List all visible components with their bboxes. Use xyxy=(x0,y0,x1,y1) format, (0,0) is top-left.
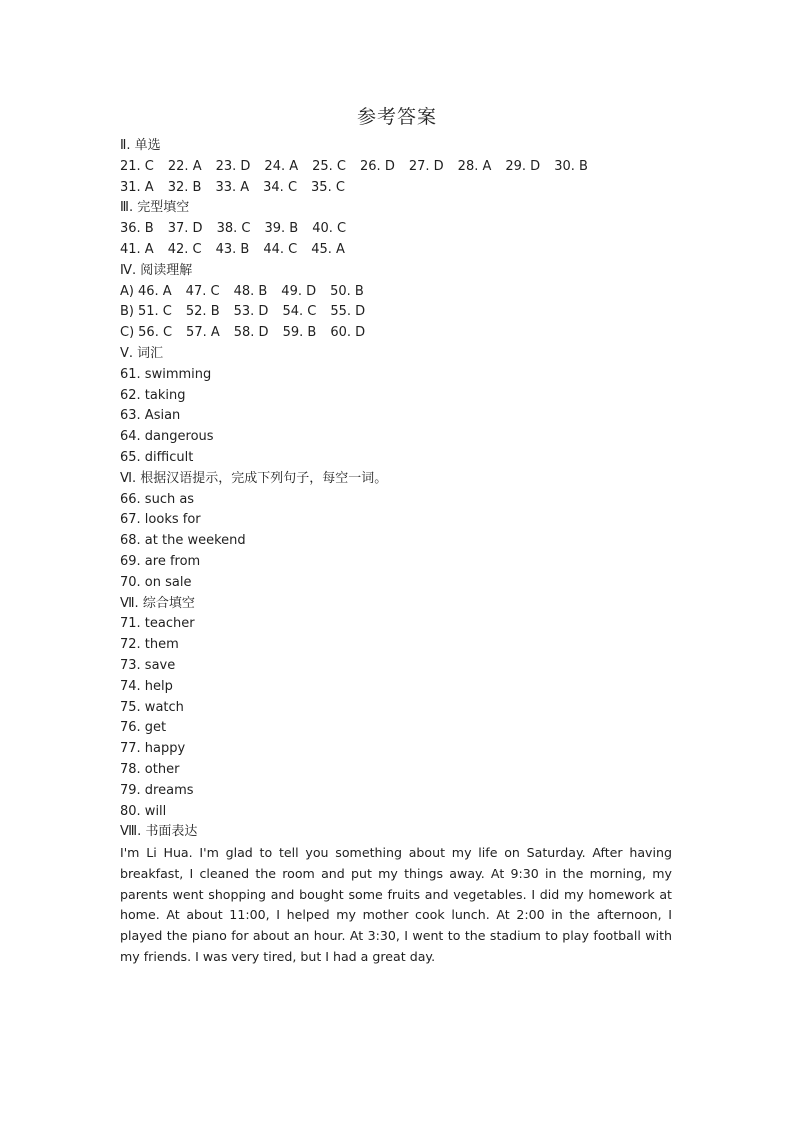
answer-item: 45. A xyxy=(311,241,345,257)
answer-item: 58. D xyxy=(233,325,269,341)
answer-item: 71. teacher xyxy=(120,616,195,632)
answer-item: 54. C xyxy=(282,304,317,320)
answer-row xyxy=(120,219,680,240)
answer-item: 67. looks for xyxy=(120,512,201,528)
answer-item: 40. C xyxy=(312,221,347,237)
answer-item: 26. D xyxy=(360,158,395,174)
passage-label: B) xyxy=(120,304,134,320)
answer-item: 75. watch xyxy=(120,699,184,715)
answer-item: 56. C xyxy=(138,325,173,341)
section-heading-cloze: Ⅲ. 完型填空 xyxy=(120,200,190,216)
answer-item: 38. C xyxy=(216,221,251,237)
answer-item: 23. D xyxy=(215,158,251,174)
answer-item: 36. B xyxy=(120,221,154,237)
answer-item: 53. D xyxy=(233,304,269,320)
answer-item: 63. Asian xyxy=(120,408,181,424)
section-heading-sentence-completion: Ⅵ. 根据汉语提示，完成下列句子，每空一词。 xyxy=(120,470,388,486)
answer-row-passage-b xyxy=(120,302,680,323)
section-heading-single-choice: Ⅱ. 单选 xyxy=(120,138,161,153)
answer-row-passage-a xyxy=(120,282,680,303)
answer-item: 76. get xyxy=(120,720,167,736)
answer-row xyxy=(120,178,680,199)
answer-row xyxy=(120,240,680,261)
answer-item: 72. them xyxy=(120,637,179,653)
answer-item: 28. A xyxy=(457,158,492,174)
answer-item: 43. B xyxy=(215,241,250,257)
answer-item: 70. on sale xyxy=(120,574,192,590)
answer-item: 42. C xyxy=(167,241,202,257)
answer-item: 74. help xyxy=(120,678,173,694)
answer-item: 37. D xyxy=(167,221,203,237)
passage-label: C) xyxy=(120,325,135,341)
section-heading-comprehensive-fill: Ⅶ. 综合填空 xyxy=(120,595,195,611)
answer-item: 31. A xyxy=(120,179,154,195)
answer-item: 64. dangerous xyxy=(120,429,214,445)
answer-item: 34. C xyxy=(263,179,298,195)
answer-item: 57. A xyxy=(186,325,220,341)
answer-item: 60. D xyxy=(330,325,366,341)
answer-item: 24. A xyxy=(264,158,299,174)
answer-item: 46. A xyxy=(137,283,172,299)
answer-item: 25. C xyxy=(312,158,347,174)
answer-item: 62. taking xyxy=(120,387,186,403)
answer-item: 59. B xyxy=(282,325,317,341)
answer-item: 52. B xyxy=(185,304,220,320)
answer-item: 47. C xyxy=(185,283,220,299)
answer-item: 50. B xyxy=(330,283,364,299)
answer-item: 73. save xyxy=(120,657,176,673)
passage-label: A) xyxy=(120,283,134,299)
answer-item: 44. C xyxy=(263,241,298,257)
answer-item: 32. B xyxy=(167,179,202,195)
answer-item: 78. other xyxy=(120,761,180,777)
answer-item: 41. A xyxy=(120,241,154,257)
answer-item: 33. A xyxy=(215,179,250,195)
section-heading-writing: Ⅷ. 书面表达 xyxy=(120,824,198,840)
answer-item: 66. such as xyxy=(120,491,195,507)
answer-item: 39. B xyxy=(264,221,299,237)
answer-item: 65. difficult xyxy=(120,449,194,465)
answer-item: 80. will xyxy=(120,803,167,819)
answer-item: 69. are from xyxy=(120,553,201,569)
writing-sample-essay: I'm Li Hua. I'm glad to tell you something about my life on Saturday. After having breakfast, I cleaned the room and put my things away. At 9:30 in the morning, my parents went shopping and bought some fruits and vegetables. I did my homework at home. At about 11:00, I helped my mother cook lunch. At 2:00 in the afternoon, I played the piano for about an hour. At 3:30, I went to the stadium to play football with my friends. I was very tired, but I had a great day. xyxy=(120,845,672,965)
answer-item: 61. swimming xyxy=(120,366,212,382)
answer-item: 77. happy xyxy=(120,741,186,757)
answer-item: 55. D xyxy=(330,304,366,320)
answer-item: 48. B xyxy=(233,283,268,299)
answer-item: 49. D xyxy=(281,283,317,299)
section-heading-vocabulary: Ⅴ. 词汇 xyxy=(120,345,164,361)
page-title: 参考答案 xyxy=(356,106,437,128)
section-heading-reading: Ⅳ. 阅读理解 xyxy=(120,262,193,278)
answer-item: 79. dreams xyxy=(120,782,194,798)
answer-item: 29. D xyxy=(505,158,541,174)
answer-item: 21. C xyxy=(120,158,154,174)
answer-item: 22. A xyxy=(167,158,202,174)
answer-row-passage-c xyxy=(120,323,680,344)
answer-row xyxy=(120,157,680,178)
answer-item: 30. B xyxy=(554,158,588,174)
answer-item: 68. at the weekend xyxy=(120,533,246,549)
answer-item: 35. C xyxy=(311,179,345,195)
answer-item: 27. D xyxy=(408,158,444,174)
answer-item: 51. C xyxy=(138,304,172,320)
answer-key xyxy=(120,136,680,968)
